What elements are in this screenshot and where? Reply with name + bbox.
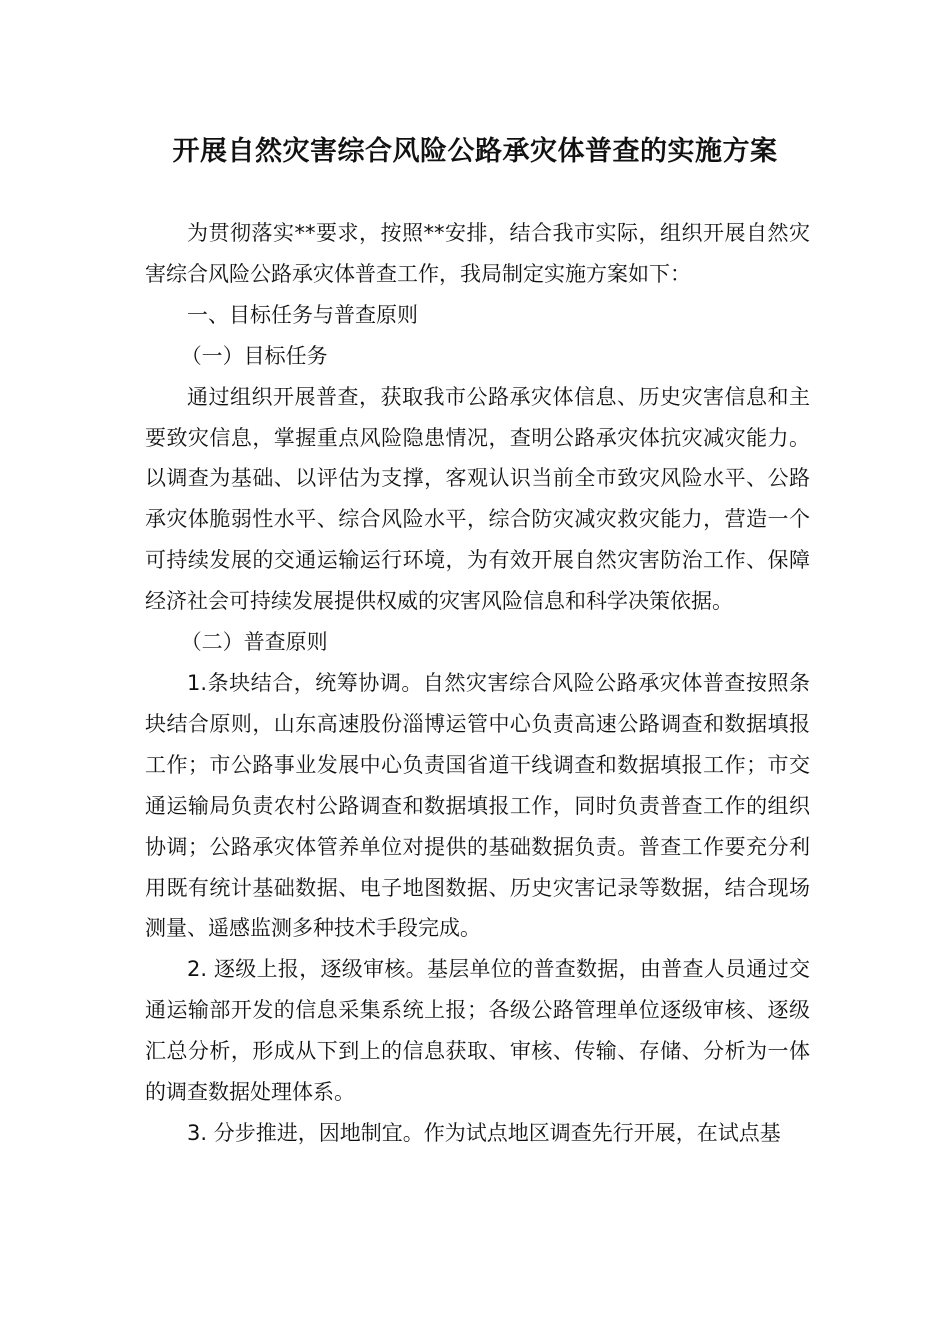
document-title: 开展自然灾害综合风险公路承灾体普查的实施方案 (172, 136, 778, 167)
paragraph-principle-2: 2. 逐级上报，逐级审核。基层单位的普查数据，由普查人员通过交通运输部开发的信息采集系统上报；各级公路管理单位逐级审核、逐级汇总分析，形成从下到上的信息获取、审核、传输、存储、分析为一体的调查数据处理体系。 (145, 957, 810, 1105)
paragraph-intro: 为贯彻落实**要求，按照**安排，结合我市实际，组织开展自然灾害综合风险公路承灾体普查工作，我局制定实施方案如下： (145, 221, 810, 286)
paragraph-principle-1: 1.条块结合，统筹协调。自然灾害综合风险公路承灾体普查按照条块结合原则，山东高速股份淄博运管中心负责高速公路调查和数据填报工作；市公路事业发展中心负责国省道干线调查和数据填报工作；市交通运输局负责农村公路调查和数据填报工作，同时负责普查工作的组织协调；公路承灾体管养单位对提供的基础数据负责。普查工作要充分利用既有统计基础数据、电子地图数据、历史灾害记录等数据，结合现场测量、遥感监测多种技术手段完成。 (145, 670, 810, 941)
paragraph-principle-3: 3. 分步推进，因地制宜。作为试点地区调查先行开展，在试点基 (187, 1120, 781, 1145)
subsection-heading-2: （二）普查原则 (180, 630, 328, 655)
paragraph-goals: 通过组织开展普查，获取我市公路承灾体信息、历史灾害信息和主要致灾信息，掌握重点风险隐患情况，查明公路承灾体抗灾减灾能力。以调查为基础、以评估为支撑，客观认识当前全市致灾风险水平、公路承灾体脆弱性水平、综合风险水平，综合防灾减灾救灾能力，营造一个可持续发展的交通运输运行环境，为有效开展自然灾害防治工作、保障经济社会可持续发展提供权威的灾害风险信息和科学决策依据。 (145, 384, 810, 614)
subsection-heading-1: （一）目标任务 (180, 343, 328, 368)
document-body (145, 213, 810, 1154)
section-heading-1: 一、目标任务与普查原则 (187, 302, 418, 327)
